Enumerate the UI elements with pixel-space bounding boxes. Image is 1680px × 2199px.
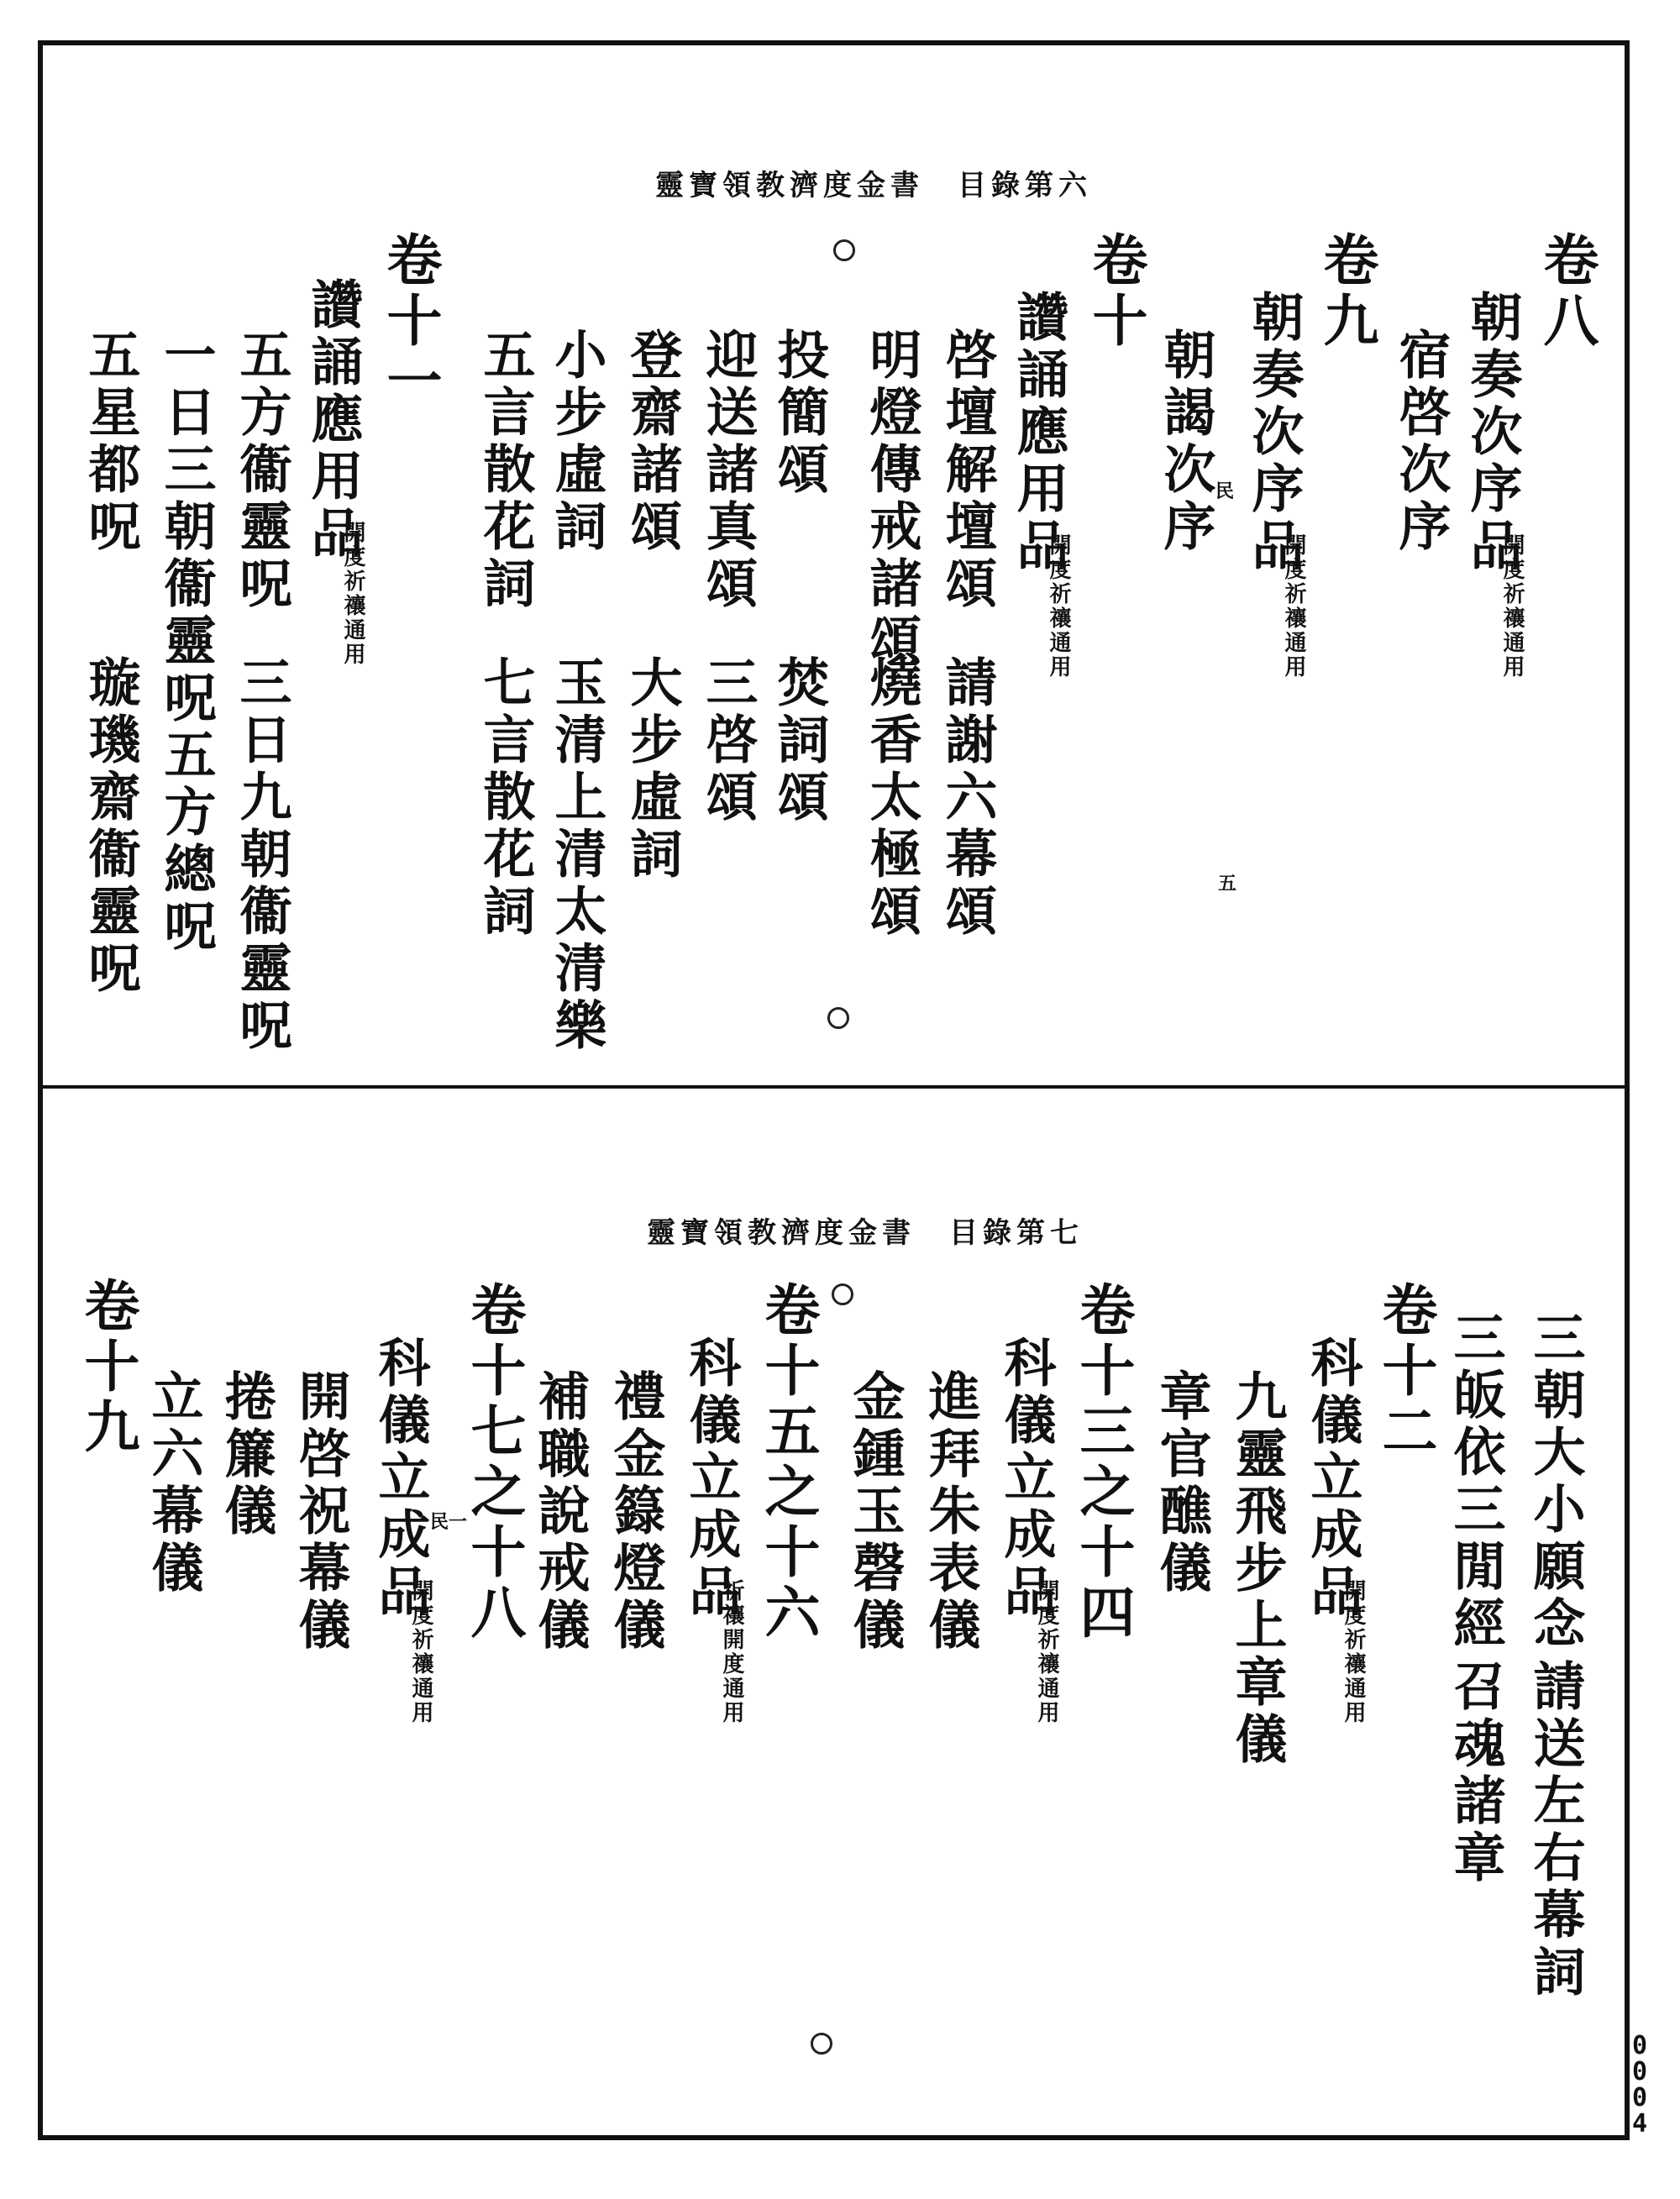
entry-title: 投簡頌 [769, 328, 830, 499]
entry-title: 章官醮儀 [1151, 1369, 1212, 1598]
entry-title: 三啓頌 [697, 655, 759, 827]
entry-title: 五星都呪 [80, 328, 141, 556]
entry-title: 明燈傳戒諸頌 [861, 328, 922, 670]
margin-mark: 民 [1215, 480, 1235, 502]
volume-title: 卷八 [1534, 231, 1599, 352]
entry-title: 讚誦應用品 [302, 277, 364, 563]
volume-title: 卷十三之十四 [1070, 1281, 1136, 1644]
entry-note: 開度祈禳通用 [1281, 533, 1306, 680]
entry-title: 補職說戒儀 [529, 1369, 591, 1655]
entry-title: 捲簾儀 [216, 1369, 277, 1540]
entry-title: 燒香太極頌 [861, 655, 922, 941]
page-number-digit: 0 [1631, 2057, 1648, 2086]
binding-hole-top-1 [833, 239, 855, 261]
entry-title: 召魂諸章 [1445, 1659, 1506, 1887]
entry-title: 科儀立成品 [680, 1336, 742, 1621]
entry-title: 開啓祝幕儀 [290, 1369, 351, 1655]
entry-note: 開度祈禳通用 [408, 1579, 433, 1725]
entry-note: 開度祈禳通用 [1034, 1579, 1059, 1725]
margin-mark: 五 [1218, 873, 1237, 895]
page-number-digit: 4 [1631, 2109, 1648, 2139]
top-page-header: 靈寶領教濟度金書 目錄第六 [655, 169, 1092, 202]
entry-title: 璇璣齋衞靈呪 [80, 655, 141, 998]
entry-title: 啓壇解壇頌 [937, 328, 998, 613]
entry-title: 五方衞靈呪 [231, 328, 292, 613]
entry-title: 金鍾玉磬儀 [844, 1369, 906, 1655]
entry-title: 登齋諸頌 [622, 328, 683, 556]
volume-title: 卷十五之十六 [755, 1281, 821, 1644]
entry-title: 科儀立成品 [995, 1336, 1057, 1621]
entry-title: 三皈依三閒經 [1445, 1310, 1506, 1653]
page-number [1630, 2033, 1650, 2137]
entry-title: 請謝六幕頌 [937, 655, 998, 941]
entry-title: 宿啓次序 [1390, 328, 1452, 556]
entry-title: 大步虛詞 [622, 655, 683, 884]
entry-title: 科儀立成品 [370, 1336, 431, 1621]
volume-title: 卷十九 [75, 1277, 140, 1458]
entry-title: 迎送諸真頌 [697, 328, 759, 613]
page-number-digit: 0 [1631, 2031, 1648, 2060]
volume-title: 卷十二 [1373, 1281, 1438, 1462]
binding-hole-bottom-1 [832, 1283, 853, 1305]
margin-mark: 民一 [430, 1511, 468, 1533]
entry-title: 科儀立成品 [1302, 1336, 1363, 1621]
entry-note: 開度祈禳通用 [1499, 533, 1525, 680]
entry-title: 三朝大小願念 [1525, 1310, 1586, 1653]
binding-hole-top-2 [827, 1007, 849, 1029]
volume-title: 卷十七之十八 [461, 1281, 527, 1644]
bottom-page-header: 靈寶領教濟度金書 目錄第七 [647, 1216, 1084, 1250]
entry-title: 朝奏次序品 [1243, 290, 1305, 575]
entry-title: 九靈飛步上章儀 [1226, 1369, 1288, 1769]
entry-note: 開度祈禳通用 [1046, 533, 1071, 680]
page-divider [38, 1085, 1630, 1089]
entry-title: 七言散花詞 [475, 655, 536, 941]
entry-title: 禮金籙燈儀 [605, 1369, 666, 1655]
volume-title: 卷九 [1314, 231, 1379, 352]
entry-title: 小步虛詞 [546, 328, 607, 556]
entry-title: 進拜朱表儀 [920, 1369, 981, 1655]
entry-title: 焚詞頌 [769, 655, 830, 827]
entry-title: 玉清上清太清樂 [546, 655, 607, 1055]
entry-title: 讚誦應用品 [1008, 290, 1069, 575]
volume-title: 卷十一 [377, 231, 443, 412]
entry-title: 請送左右幕詞 [1525, 1659, 1586, 2002]
entry-note: 開度祈禳通用 [340, 521, 365, 667]
page-number-digit: 0 [1631, 2083, 1648, 2112]
entry-title: 立六幕儀 [143, 1369, 204, 1598]
entry-title: 朝奏次序品 [1462, 290, 1523, 575]
entry-title: 三日九朝衞靈呪 [231, 655, 292, 1055]
entry-title: 一日三朝衞靈呪五方總呪 [155, 328, 217, 956]
entry-title: 朝謁次序 [1155, 328, 1216, 556]
entry-note: 祈禳開度通用 [719, 1579, 744, 1725]
entry-title: 五言散花詞 [475, 328, 536, 613]
volume-title: 卷十 [1083, 231, 1148, 352]
binding-hole-bottom-2 [811, 2033, 832, 2055]
entry-note: 開度祈禳通用 [1341, 1579, 1366, 1725]
